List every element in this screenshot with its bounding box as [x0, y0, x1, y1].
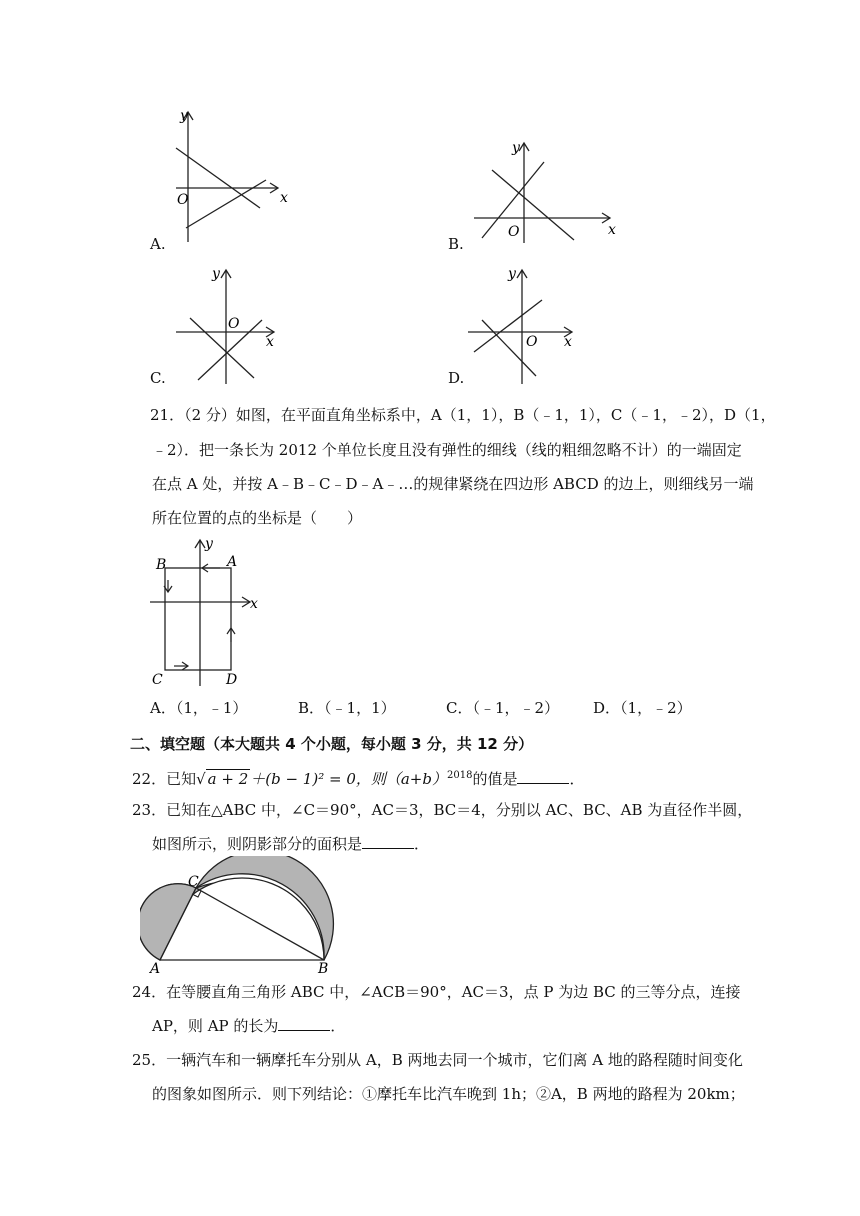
q20-graph-b: [468, 138, 628, 252]
q20-option-d: D.: [448, 369, 465, 387]
origin-label: O: [508, 224, 520, 240]
axis-y-label: y: [205, 536, 213, 552]
origin-label: O: [177, 192, 189, 208]
q24-end: ．: [330, 1017, 346, 1035]
q20-graph-b-svg: [468, 138, 628, 248]
q20-graph-a: [148, 104, 308, 258]
q23-figure-svg: [140, 856, 350, 976]
origin-label: O: [228, 316, 240, 332]
sqrt-symbol: √: [196, 770, 206, 788]
q22-exponent: 2018: [446, 770, 473, 781]
q23-line-2-text: 如图所示，则阴影部分的面积是: [152, 835, 363, 853]
q22-formula-tail: ＋(b − 1)² = 0，则（a+b）: [250, 770, 447, 788]
q21-line-4: 所在位置的点的坐标是（ ）: [152, 509, 363, 527]
q21-line-1: 21．（2 分）如图，在平面直角坐标系中，A（1，1），B（﹣1，1），C（﹣1，﹣2），D（1，: [150, 406, 776, 424]
q22-end: ．: [569, 770, 585, 788]
origin-label: O: [526, 334, 538, 350]
q21-option-b: B．（﹣1，1）: [298, 699, 396, 717]
point-b-label: B: [156, 557, 167, 573]
q21-option-c: C．（﹣1，﹣2）: [446, 699, 560, 717]
q21-figure-svg: [146, 536, 276, 688]
axis-x-label: x: [608, 222, 616, 238]
point-c-label: C: [188, 874, 199, 890]
q21-option-a: A．（1，﹣1）: [150, 699, 248, 717]
q24-line-2-text: AP，则 AP 的长为: [152, 1017, 279, 1035]
axis-y-label: y: [512, 140, 520, 156]
q23-line-1: 23．已知在△ABC 中，∠C＝90°，AC＝3，BC＝4，分别以 AC、BC、AB 为直径作半圆，: [132, 801, 753, 819]
q22-radicand: a + 2: [207, 770, 249, 788]
section-2-heading: 二、填空题（本大题共 4 个小题，每小题 3 分，共 12 分）: [130, 735, 534, 753]
axis-x-label: x: [250, 596, 258, 612]
point-a-label: A: [227, 554, 238, 570]
axis-y-label: y: [212, 266, 220, 282]
q20-option-a: A.: [150, 235, 166, 253]
point-c-label: C: [152, 672, 163, 688]
q20-graph-d: [460, 264, 590, 390]
q20-graph-d-svg: [460, 264, 590, 386]
q22-tail: 的值是: [472, 770, 518, 788]
q23-answer-blank: [362, 834, 414, 849]
axis-x-label: x: [280, 190, 288, 206]
q21-line-2: ﹣2）．把一条长为 2012 个单位长度且没有弹性的细线（线的粗细忽略不计）的一端固定: [152, 441, 742, 459]
q25-line-2: 的图象如图所示．则下列结论：①摩托车比汽车晚到 1h；②A，B 两地的路程为 20km；: [152, 1085, 745, 1103]
q24-line-1: 24．在等腰直角三角形 ABC 中，∠ACB＝90°，AC＝3，点 P 为边 BC 的三等分点，连接: [132, 983, 741, 1001]
axis-y-label: y: [508, 266, 516, 282]
q20-option-b: B.: [448, 235, 464, 253]
q22-num: 22．已知: [132, 770, 197, 788]
q25-line-1: 25．一辆汽车和一辆摩托车分别从 A，B 两地去同一个城市，它们离 A 地的路程随时间变化: [132, 1051, 743, 1069]
q23-end: ．: [414, 835, 430, 853]
axis-x-label: x: [564, 334, 572, 350]
q23-line-2: [152, 834, 429, 854]
q20-graph-c-svg: [170, 264, 290, 386]
axis-x-label: x: [266, 334, 274, 350]
q21-line-3: 在点 A 处，并按 A﹣B﹣C﹣D﹣A﹣…的规律紧绕在四边形 ABCD 的边上，则细线另一端: [152, 475, 754, 493]
q22-answer-blank: [517, 769, 569, 784]
q24-line-2: [152, 1016, 345, 1036]
q20-option-c: C.: [150, 369, 166, 387]
q23-figure: [140, 856, 350, 980]
point-b-label: B: [318, 961, 329, 976]
q21-figure: [146, 536, 276, 692]
axis-y-label: y: [180, 108, 188, 124]
q24-answer-blank: [278, 1016, 330, 1031]
q22-line: [132, 766, 584, 789]
q21-option-d: D．（1，﹣2）: [593, 699, 692, 717]
q20-graph-a-svg: [148, 104, 308, 254]
point-a-label: A: [150, 961, 161, 976]
q20-graph-c: [170, 264, 290, 390]
point-d-label: D: [226, 672, 238, 688]
